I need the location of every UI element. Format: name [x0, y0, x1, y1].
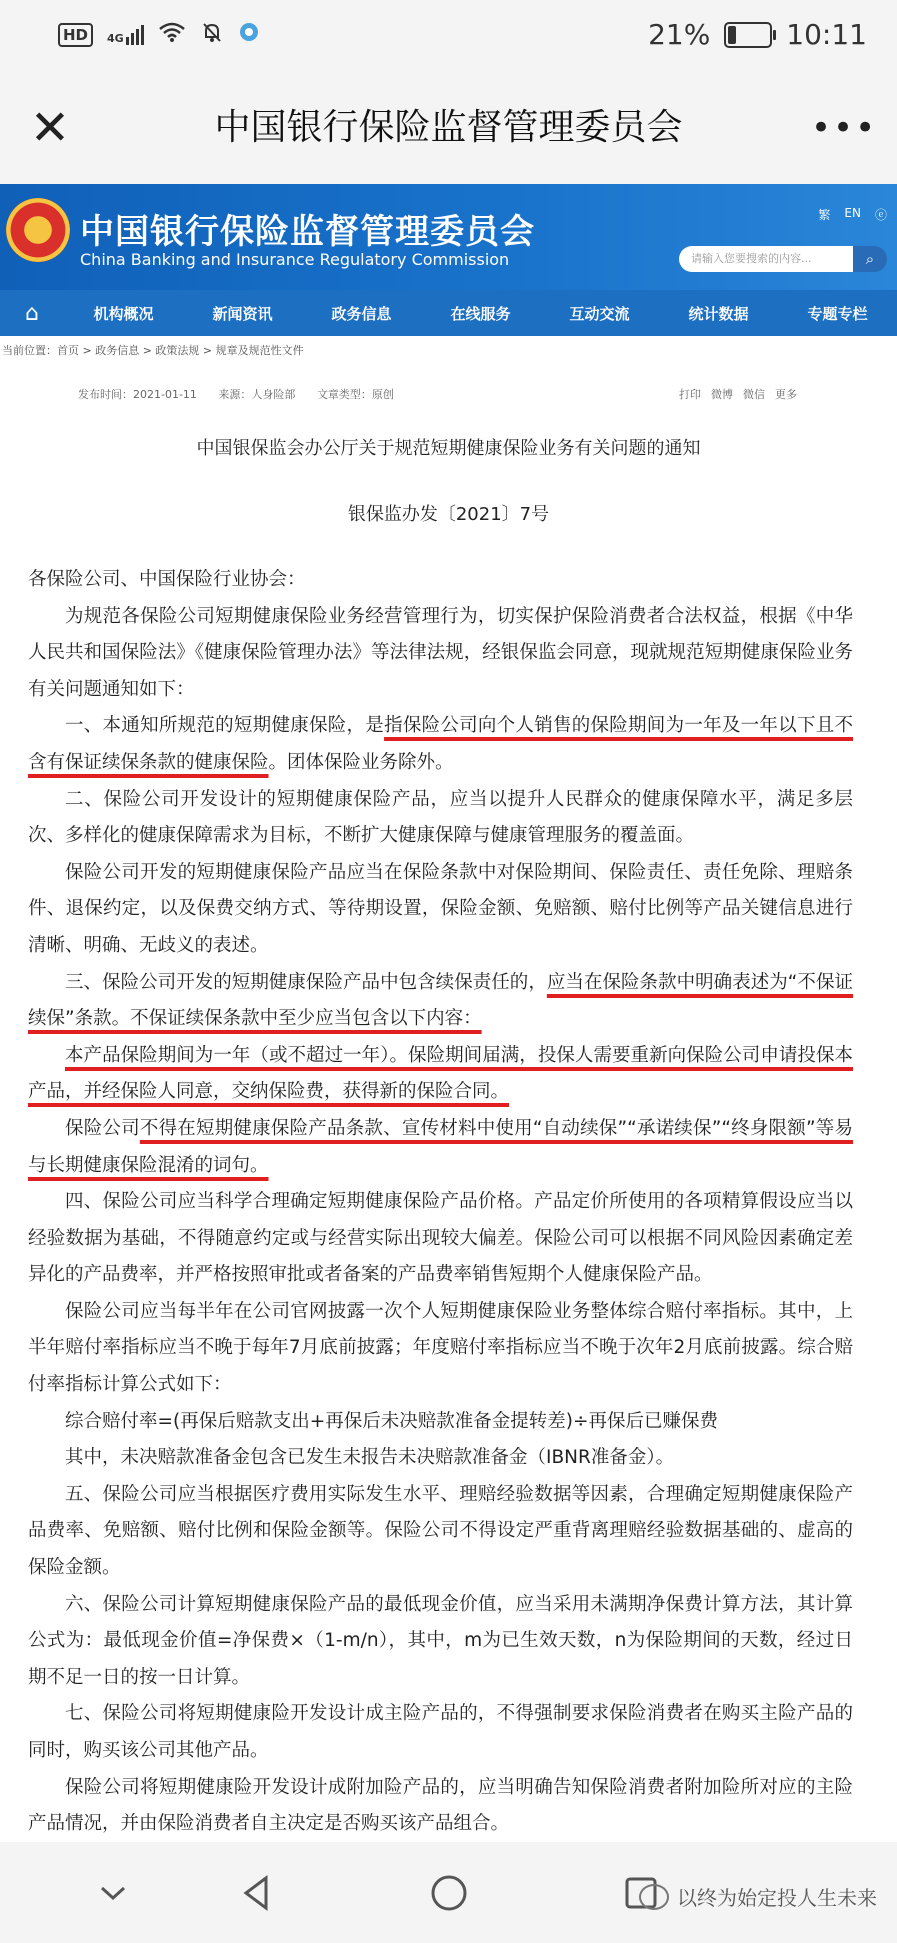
nav-item-interaction[interactable]: 互动交流 — [569, 304, 630, 323]
mute-bell-icon — [200, 20, 224, 50]
wechat-official-account-icon — [639, 1884, 669, 1910]
national-emblem-icon — [6, 198, 70, 262]
highlighted-text: 指保险公司向个人销售的保险期间为一年及一年以下且不含有保证续保条款的健康保险 — [28, 715, 853, 773]
text-run: 一、本通知所规范的短期健康保险，是 — [65, 715, 385, 737]
language-links — [818, 206, 887, 223]
hd-badge: HD — [58, 23, 93, 47]
lang-other-link[interactable]: ⓔ — [874, 208, 887, 222]
paragraph-highlighted — [28, 708, 853, 781]
breadcrumb: 当前位置：首页 > 政务信息 > 政策法规 > 规章及规范性文件 — [2, 344, 304, 357]
lang-traditional-link[interactable]: 繁 — [818, 208, 831, 222]
status-right — [648, 18, 867, 51]
text-run: 。团体保险业务除外。 — [268, 751, 454, 773]
paragraph: 保险公司应当每半年在公司官网披露一次个人短期健康保险业务整体综合赔付率指标。其中，上半年赔付率指标应当不晚于每年7月底前披露；年度赔付率指标应当不晚于次年2月底前披露。综合赔付率指标计算公式如下： — [28, 1300, 853, 1396]
formula: 综合赔付率=(再保后赔款支出+再保后未决赔款准备金提转差)÷再保后已赚保费 — [65, 1410, 718, 1432]
paragraph: 为规范各保险公司短期健康保险业务经营管理行为，切实保护保险消费者合法权益，根据《中华人民共和国保险法》《健康保险管理办法》等法律法规，经银保监会同意，现就规范短期健康保险业务有关问题通知如下： — [28, 605, 853, 700]
back-triangle-icon[interactable] — [234, 1870, 280, 1916]
paragraph: 五、保险公司应当根据医疗费用实际发生水平、理赔经验数据等因素，合理确定短期健康保险产品费率、免赔额、赔付比例和保险金额等。保险公司不得设定严重背离理赔经验数据基础的、虚高的保险金额。 — [28, 1483, 853, 1579]
highlighted-text: 应当在保险条款中明确表述为“不保证续保”条款。不保证续保条款中至少应当包含以下内容： — [28, 971, 853, 1030]
watermark — [639, 1882, 877, 1911]
close-icon[interactable]: ✕ — [29, 100, 71, 156]
publish-date: 发布时间：2021-01-11 — [78, 388, 197, 401]
home-icon[interactable]: ⌂ — [25, 300, 39, 326]
site-nav — [0, 290, 897, 336]
app-notification-icon — [238, 21, 260, 49]
paragraph: 六、保险公司计算短期健康保险产品的最低现金价值，应当采用未满期净保费计算方法，其计算公式为：最低现金价值=净保费×（1-m/n），其中，m为已生效天数，n为保险期间的天数，经过日期不足一日的按一日计算。 — [28, 1593, 853, 1688]
share-links — [679, 386, 797, 402]
salutation: 各保险公司、中国保险行业协会： — [28, 569, 306, 590]
document-body — [28, 562, 853, 1879]
battery-fill — [728, 26, 736, 44]
more-share-link[interactable]: 更多 — [775, 388, 797, 401]
paragraph: 保险公司开发的短期健康保险产品应当在保险条款中对保险期间、保险责任、责任免除、理赔条件、退保约定，以及保费交纳方式、等待期设置，保险金额、免赔额、赔付比例等产品关键信息进行清晰、明确、无歧义的表述。 — [28, 861, 853, 956]
paragraph: 保险公司将短期健康险开发设计成附加险产品的，应当明确告知保险消费者附加险所对应的主险产品情况，并由保险消费者自主决定是否购买该产品组合。 — [28, 1776, 853, 1835]
paragraph: 其中，未决赔款准备金包含已发生未报告未决赔款准备金（IBNR准备金）。 — [65, 1447, 675, 1469]
paragraph-highlighted — [28, 1111, 853, 1184]
clock: 10:11 — [786, 18, 867, 51]
weibo-link[interactable]: 微博 — [711, 388, 733, 401]
nav-item-government-info[interactable]: 政务信息 — [331, 304, 392, 323]
chevron-down-icon[interactable] — [90, 1870, 136, 1916]
print-link[interactable]: 打印 — [679, 388, 701, 401]
article-source: 来源：人身险部 — [218, 388, 296, 401]
nav-item-statistics[interactable]: 统计数据 — [688, 304, 749, 323]
highlighted-text: 不得在短期健康保险产品条款、宣传材料中使用“自动续保”“承诺续保”“终身限额”等易与长期健康保险混淆的词句。 — [28, 1117, 853, 1176]
battery-icon — [724, 22, 772, 48]
document-number: 银保监办发〔2021〕7号 — [347, 504, 550, 525]
nav-item-topics[interactable]: 专题专栏 — [807, 304, 868, 323]
site-banner — [0, 184, 897, 290]
wifi-icon — [158, 21, 186, 49]
nav-item-news[interactable]: 新闻资讯 — [212, 304, 273, 323]
more-icon[interactable]: ••• — [811, 108, 878, 148]
battery-percent: 21% — [648, 18, 711, 51]
paragraph: 七、保险公司将短期健康险开发设计成主险产品的，不得强制要求保险消费者在购买主险产品的同时，购买该公司其他产品。 — [28, 1703, 853, 1761]
search-icon[interactable]: ⌕ — [853, 246, 887, 272]
text-run: 三、保险公司开发的短期健康保险产品中包含续保责任的， — [65, 971, 547, 993]
text-run: 保险公司 — [65, 1117, 140, 1139]
highlighted-text: 本产品保险期间为一年（或不超过一年）。保险期间届满，投保人需要重新向保险公司申请投保本产品，并经保险人同意，交纳保险费，获得新的保险合同。 — [28, 1044, 853, 1103]
network-type-label: 4G — [107, 32, 124, 45]
paragraph-highlighted — [28, 965, 853, 1038]
app-bar — [0, 72, 897, 184]
lang-english-link[interactable]: EN — [844, 206, 861, 220]
paragraph-highlighted — [28, 1038, 853, 1111]
wechat-link[interactable]: 微信 — [743, 388, 765, 401]
system-nav-bar — [0, 1842, 897, 1943]
watermark-text: 以终为始定投人生未来 — [677, 1886, 877, 1910]
home-circle-icon[interactable] — [426, 1870, 472, 1916]
site-name-cn: 中国银行保险监督管理委员会 — [80, 212, 535, 252]
site-name-en: China Banking and Insurance Regulatory Commission — [80, 250, 510, 269]
paragraph: 二、保险公司开发设计的短期健康保险产品，应当以提升人民群众的健康保障水平，满足多层次、多样化的健康保障需求为目标，不断扩大健康保障与健康管理服务的覆盖面。 — [28, 788, 853, 847]
site-search-input[interactable]: 请输入您要搜索的内容... — [679, 246, 853, 272]
nav-item-overview[interactable]: 机构概况 — [93, 304, 154, 323]
status-bar — [0, 0, 897, 72]
document-title: 中国银保监会办公厅关于规范短期健康保险业务有关问题的通知 — [196, 438, 701, 459]
signal-icon — [107, 25, 144, 45]
app-title: 中国银行保险监督管理委员会 — [214, 107, 683, 148]
status-left — [58, 20, 260, 50]
nav-item-online-service[interactable]: 在线服务 — [450, 304, 511, 323]
article-type: 文章类型：原创 — [316, 388, 394, 401]
paragraph: 四、保险公司应当科学合理确定短期健康保险产品价格。产品定价所使用的各项精算假设应当以经验数据为基础，不得随意约定或与经营实际出现较大偏差。保险公司可以根据不同风险因素确定差异化的产品费率，并严格按照审批或者备案的产品费率销售短期个人健康保险产品。 — [28, 1191, 853, 1286]
